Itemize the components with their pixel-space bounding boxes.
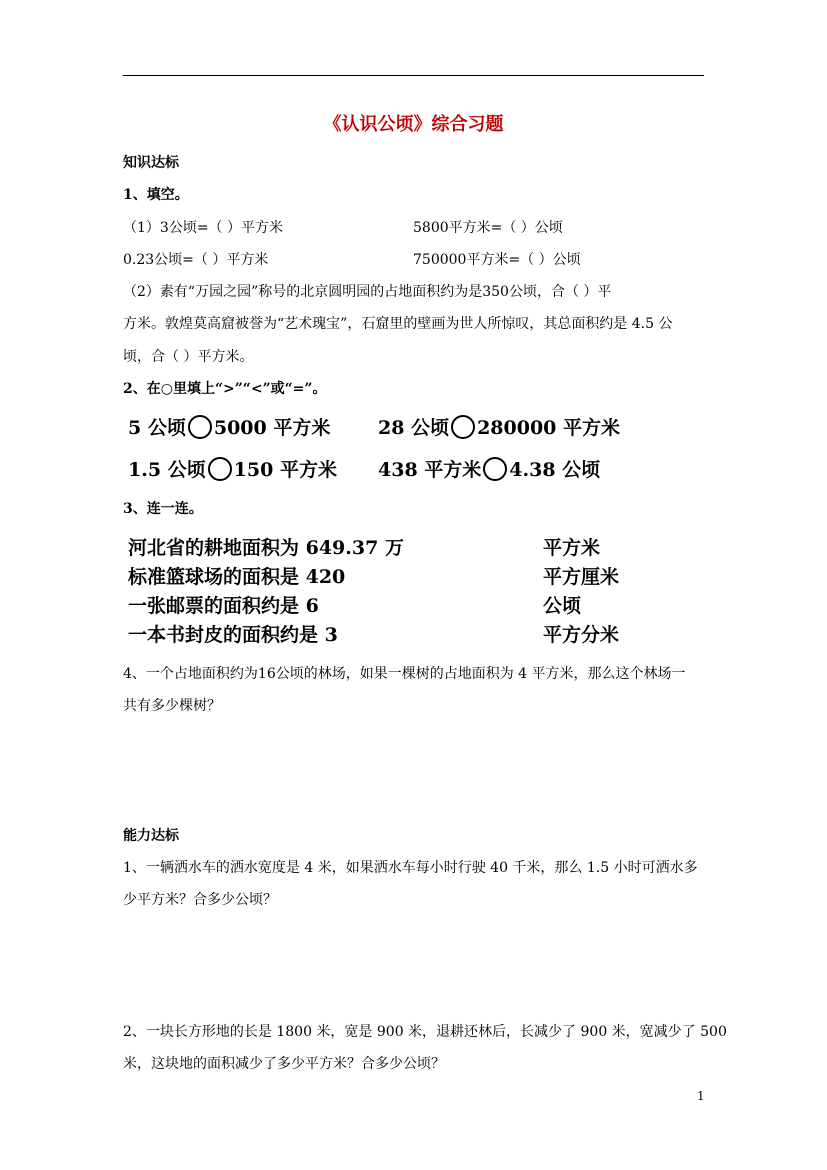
q3-right-item-2: 平方厘米 [543, 566, 620, 588]
compare-circle[interactable] [483, 457, 507, 481]
q4-line1: 4、一个占地面积约为16公顷的林场，如果一棵树的占地面积为 4 平方米，那么这个林场一 [123, 666, 686, 682]
page-title: 《认识公顷》综合习题 [323, 114, 504, 135]
q3-right-item-4: 平方分米 [543, 624, 620, 646]
a2-line1: 2、一块长方形地的长是 1800 米，宽是 900 米，退耕还林后，长减少了 900 米，宽减少了 500 [123, 1024, 727, 1040]
q2-item-2 [378, 413, 620, 440]
a1-line2: 少平方米？合多少公顷？ [123, 892, 277, 908]
q1-para-line2: 方米。敦煌莫高窟被誉为“艺术瑰宝”，石窟里的壁画为世人所惊叹，其总面积约是 4.5 公 [123, 316, 673, 332]
q3-left-item-3: 一张邮票的面积约是 6 [128, 595, 319, 617]
section-heading-ability: 能力达标 [123, 828, 179, 844]
q2-item-1 [128, 413, 330, 440]
page-number: 1 [697, 1089, 705, 1103]
q1-para-line3: 顷，合（ ）平方米。 [123, 349, 254, 365]
q1-row1-right: 5800平方米=（ ）公顷 [413, 220, 563, 236]
q2-item-3 [128, 455, 337, 482]
a2-line2: 米，这块地的面积减少了多少平方米？合多少公顷？ [123, 1056, 445, 1072]
a1-line1: 1、一辆洒水车的洒水宽度是 4 米，如果洒水车每小时行驶 40 千米，那么 1.5 小时可洒水多 [123, 860, 698, 876]
q3-right-item-1: 平方米 [543, 537, 601, 559]
q4-line2: 共有多少棵树？ [123, 698, 221, 714]
q3-left-item-2: 标准篮球场的面积是 420 [128, 566, 346, 588]
header-rule [123, 75, 704, 76]
q2-item-2-left: 28 公顷 [378, 417, 450, 439]
q3-right-item-3: 公顷 [543, 595, 582, 617]
q2-item-3-left: 1.5 公顷 [128, 459, 206, 481]
q3-left-item-1: 河北省的耕地面积为 649.37 万 [128, 537, 404, 559]
q1-row1-left: （1）3公顷=（ ）平方米 [123, 220, 283, 236]
q2-item-2-right: 280000 平方米 [477, 417, 620, 439]
q2-item-4-left: 438 平方米 [378, 459, 482, 481]
q1-heading: 1、填空。 [123, 187, 189, 203]
q2-heading: 2、在○里填上“>”“<”或“=”。 [123, 381, 327, 397]
q1-row2-left: 0.23公顷=（ ）平方米 [123, 252, 269, 268]
q3-heading: 3、连一连。 [123, 501, 203, 517]
compare-circle[interactable] [188, 415, 212, 439]
q1-para-line1: （2）素有“万园之园”称号的北京圆明园的占地面积约为是350公顷，合（ ）平 [123, 284, 612, 300]
q2-item-1-right: 5000 平方米 [213, 417, 331, 439]
section-heading-basic: 知识达标 [123, 155, 179, 171]
compare-circle[interactable] [208, 457, 232, 481]
q3-left-item-4: 一本书封皮的面积约是 3 [128, 624, 338, 646]
compare-circle[interactable] [451, 415, 475, 439]
q2-item-1-left: 5 公顷 [128, 417, 186, 439]
q2-item-4-right: 4.38 公顷 [509, 459, 601, 481]
q2-item-4 [378, 455, 600, 482]
q1-row2-right: 750000平方米=（ ）公顷 [413, 252, 581, 268]
q2-item-3-right: 150 平方米 [233, 459, 337, 481]
